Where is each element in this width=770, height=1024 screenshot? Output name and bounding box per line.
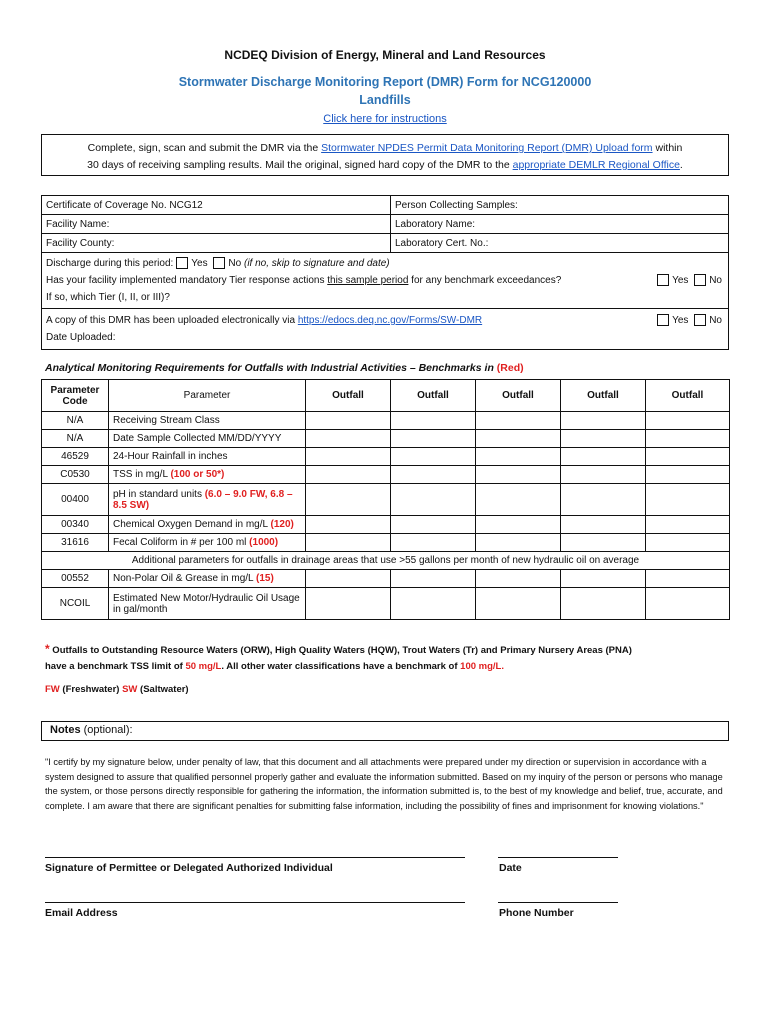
parameter-name — [109, 516, 306, 534]
upload-question: A copy of this DMR has been uploaded electronically via — [46, 315, 298, 326]
col-header-outfall-3: Outfall — [476, 380, 561, 412]
tier-yes-label: Yes — [672, 275, 689, 286]
tier-no-label: No — [709, 275, 722, 286]
outfall-5-cell[interactable] — [646, 570, 730, 588]
tier-row — [46, 272, 724, 289]
parameter-text: Estimated New Motor/Hydraulic Oil Usage in gal/month — [113, 592, 300, 615]
monitoring-table — [41, 379, 730, 620]
tier-no-checkbox[interactable] — [694, 274, 706, 286]
monitoring-heading — [45, 362, 524, 374]
parameter-text: Date Sample Collected MM/DD/YYYY — [113, 433, 282, 444]
outfall-4-cell[interactable] — [561, 570, 646, 588]
parameter-code: 46529 — [42, 448, 109, 466]
parameter-text: pH in standard units — [113, 488, 205, 500]
fw-label: (Freshwater) — [59, 684, 123, 695]
outfall-2-cell[interactable] — [391, 516, 476, 534]
discharge-yes-label: Yes — [191, 258, 208, 269]
discharge-no-label: No — [228, 258, 242, 269]
parameter-text: Receiving Stream Class — [113, 415, 220, 426]
monitoring-heading-text: Analytical Monitoring Requirements for Outfalls with Industrial Activities – Benchmarks in — [45, 362, 497, 374]
parameter-code: C0530 — [42, 466, 109, 484]
tier-question-text-end: for any benchmark exceedances? — [408, 275, 562, 286]
table-row — [42, 516, 730, 534]
date-line[interactable] — [498, 857, 618, 858]
outfall-4-cell[interactable] — [561, 588, 646, 620]
parameter-text: Fecal Coliform in # per 100 ml — [113, 537, 250, 548]
outfall-5-cell[interactable] — [646, 412, 730, 430]
outfall-1-cell[interactable] — [306, 516, 391, 534]
parameter-code: N/A — [42, 412, 109, 430]
parameter-text: 24-Hour Rainfall in inches — [113, 451, 228, 462]
submit-text-1: Complete, sign, scan and submit the DMR via the — [87, 142, 322, 154]
signature-label: Signature of Permittee or Delegated Authorized Individual — [45, 862, 333, 874]
instructions-link[interactable]: Click here for instructions — [323, 113, 447, 125]
col-header-parameter: Parameter — [109, 380, 306, 412]
outfall-3-cell[interactable] — [476, 570, 561, 588]
outfall-5-cell[interactable] — [646, 588, 730, 620]
parameter-name — [109, 412, 306, 430]
notes-field[interactable] — [41, 721, 729, 741]
outfall-3-cell[interactable] — [476, 516, 561, 534]
outfall-5-cell[interactable] — [646, 516, 730, 534]
parameter-text: Non-Polar Oil & Grease in mg/L — [113, 573, 257, 584]
outfall-1-cell[interactable] — [306, 466, 391, 484]
upload-no-checkbox[interactable] — [694, 314, 706, 326]
footnote-line-2c: . All other water classifications have a benchmark of — [221, 661, 461, 672]
col-header-code: Parameter Code — [42, 380, 109, 412]
discharge-note: (if no, skip to signature and date) — [243, 258, 390, 269]
benchmark-value: (6.0 – 9.0 FW, 6.8 – 8.5 SW) — [113, 488, 293, 511]
outfall-4-cell[interactable] — [561, 412, 646, 430]
parameter-name — [109, 466, 306, 484]
tier-question-text: Has your facility implemented mandatory Tier response actions — [46, 275, 328, 286]
outfall-1-cell[interactable] — [306, 484, 391, 516]
parameter-code: 00340 — [42, 516, 109, 534]
tss-footnote — [45, 641, 632, 675]
outfall-2-cell[interactable] — [391, 570, 476, 588]
footnote-line-2a: have a benchmark TSS limit of — [45, 661, 186, 672]
table-row — [42, 588, 730, 620]
coc-field[interactable]: Certificate of Coverage No. NCG12 — [42, 196, 391, 215]
table-row — [42, 484, 730, 516]
tier-which-field[interactable]: If so, which Tier (I, II, or III)? — [46, 292, 170, 303]
table-row — [42, 570, 730, 588]
email-line[interactable] — [45, 902, 465, 903]
signature-line[interactable] — [45, 857, 465, 858]
parameter-text: TSS in mg/L — [113, 469, 171, 480]
outfall-1-cell[interactable] — [306, 588, 391, 620]
outfall-3-cell[interactable] — [476, 430, 561, 448]
discharge-yes-checkbox[interactable] — [176, 257, 188, 269]
parameter-code: 31616 — [42, 534, 109, 552]
date-uploaded-field[interactable]: Date Uploaded: — [46, 332, 116, 343]
parameter-name — [109, 588, 306, 620]
parameter-code: 00552 — [42, 570, 109, 588]
fw-sw-legend — [45, 684, 189, 695]
outfall-4-cell[interactable] — [561, 466, 646, 484]
outfall-5-cell[interactable] — [646, 534, 730, 552]
submit-instructions-box — [41, 134, 729, 176]
upload-yes-label: Yes — [672, 315, 689, 326]
outfall-2-cell[interactable] — [391, 466, 476, 484]
outfall-3-cell[interactable] — [476, 448, 561, 466]
phone-line[interactable] — [498, 902, 618, 903]
outfall-5-cell[interactable] — [646, 448, 730, 466]
outfall-5-cell[interactable] — [646, 466, 730, 484]
outfall-1-cell[interactable] — [306, 430, 391, 448]
outfall-4-cell[interactable] — [561, 448, 646, 466]
outfall-2-cell[interactable] — [391, 588, 476, 620]
parameter-name — [109, 448, 306, 466]
facility-name-field[interactable]: Facility Name: — [42, 215, 391, 234]
table-row — [42, 534, 730, 552]
parameter-name — [109, 430, 306, 448]
regional-office-link[interactable]: appropriate DEMLR Regional Office — [512, 159, 680, 171]
parameter-text: Chemical Oxygen Demand in mg/L — [113, 519, 271, 530]
agency-header: NCDEQ Division of Energy, Mineral and Land Resources — [224, 48, 546, 62]
outfall-1-cell[interactable] — [306, 534, 391, 552]
benchmark-value: (1000) — [249, 537, 279, 548]
facility-county-field[interactable]: Facility County: — [42, 234, 391, 253]
upload-yes-checkbox[interactable] — [657, 314, 669, 326]
outfall-2-cell[interactable] — [391, 430, 476, 448]
discharge-label: Discharge during this period: — [46, 258, 174, 269]
sw-abbrev: SW — [122, 684, 138, 695]
submit-text-2: within — [652, 142, 683, 154]
certification-statement: "I certify by my signature below, under penalty of law, that this document and all attachments were prepared under my direction or supervision in accordance with a system designed to assure that qualified personnel properly gather and evaluate the information submitted. Based on my inquiry of the person or persons who manage the system, or those persons directly responsible for gathering the information, the information submitted is, to the best of my knowledge and belief, true, accurate, and complete. I am aware that there are significant penalties for submitting false information, including the possibility of fines and imprisonment for knowing violations." — [45, 757, 723, 811]
footnote-star: * — [45, 642, 50, 656]
discharge-no-checkbox[interactable] — [213, 257, 225, 269]
lab-name-field[interactable]: Laboratory Name: — [391, 215, 729, 234]
discharge-row — [46, 255, 724, 272]
fw-abbrev: FW — [45, 684, 60, 695]
benchmark-value: (15) — [256, 573, 274, 584]
lab-cert-field[interactable]: Laboratory Cert. No.: — [391, 234, 729, 253]
col-header-outfall-2: Outfall — [391, 380, 476, 412]
outfall-3-cell[interactable] — [476, 534, 561, 552]
benchmark-value: (100 or 50*) — [170, 469, 225, 480]
outfall-1-cell[interactable] — [306, 570, 391, 588]
dmr-upload-link[interactable]: Stormwater NPDES Permit Data Monitoring Report (DMR) Upload form — [321, 142, 653, 154]
tier-question-underlined: this sample period — [327, 275, 409, 286]
submit-text-4: . — [679, 159, 683, 171]
outfall-2-cell[interactable] — [391, 412, 476, 430]
parameter-code: N/A — [42, 430, 109, 448]
table-row — [42, 448, 730, 466]
upload-no-label: No — [709, 315, 722, 326]
tier-yes-checkbox[interactable] — [657, 274, 669, 286]
outfall-4-cell[interactable] — [561, 534, 646, 552]
col-header-outfall-4: Outfall — [561, 380, 646, 412]
footnote-100: 100 mg/L. — [460, 661, 504, 672]
parameter-name — [109, 534, 306, 552]
outfall-3-cell[interactable] — [476, 466, 561, 484]
outfall-5-cell[interactable] — [646, 484, 730, 516]
outfall-1-cell[interactable] — [306, 412, 391, 430]
notes-optional: (optional): — [80, 724, 133, 736]
table-row — [42, 430, 730, 448]
outfall-3-cell[interactable] — [476, 412, 561, 430]
outfall-4-cell[interactable] — [561, 484, 646, 516]
outfall-3-cell[interactable] — [476, 484, 561, 516]
person-collecting-field[interactable]: Person Collecting Samples: — [391, 196, 729, 215]
outfall-4-cell[interactable] — [561, 516, 646, 534]
footnote-50: 50 mg/L — [185, 661, 222, 672]
benchmark-value: (120) — [270, 519, 294, 530]
outfall-2-cell[interactable] — [391, 534, 476, 552]
table-row — [42, 412, 730, 430]
outfall-2-cell[interactable] — [391, 484, 476, 516]
col-header-outfall-5: Outfall — [646, 380, 730, 412]
submit-text-3: 30 days of receiving sampling results. Mail the original, signed hard copy of the DMR to the — [87, 159, 513, 171]
date-label: Date — [499, 862, 522, 874]
outfall-2-cell[interactable] — [391, 448, 476, 466]
sw-label: (Saltwater) — [137, 684, 189, 695]
email-label: Email Address — [45, 907, 118, 919]
parameter-code: 00400 — [42, 484, 109, 516]
parameter-name — [109, 484, 306, 516]
monitoring-heading-red: (Red) — [496, 362, 524, 374]
edocs-link[interactable]: https://edocs.deq.nc.gov/Forms/SW-DMR — [297, 315, 483, 326]
notes-label: Notes — [50, 724, 81, 736]
footnote-line-1: Outfalls to Outstanding Resource Waters (ORW), High Quality Waters (HQW), Trout Waters (Tr) and Primary Nursery Areas (PNA) — [49, 645, 632, 656]
table-row — [42, 466, 730, 484]
parameter-name — [109, 570, 306, 588]
form-subtitle: Landfills — [359, 93, 411, 107]
upload-row — [46, 312, 724, 329]
parameter-code: NCOIL — [42, 588, 109, 620]
outfall-3-cell[interactable] — [476, 588, 561, 620]
phone-label: Phone Number — [499, 907, 574, 919]
form-title: Stormwater Discharge Monitoring Report (DMR) Form for NCG120000 — [178, 75, 592, 89]
additional-params-note: Additional parameters for outfalls in drainage areas that use >55 gallons per month of new hydraulic oil on average — [42, 552, 730, 570]
outfall-4-cell[interactable] — [561, 430, 646, 448]
col-header-outfall-1: Outfall — [306, 380, 391, 412]
outfall-1-cell[interactable] — [306, 448, 391, 466]
facility-info-section — [41, 195, 729, 350]
outfall-5-cell[interactable] — [646, 430, 730, 448]
